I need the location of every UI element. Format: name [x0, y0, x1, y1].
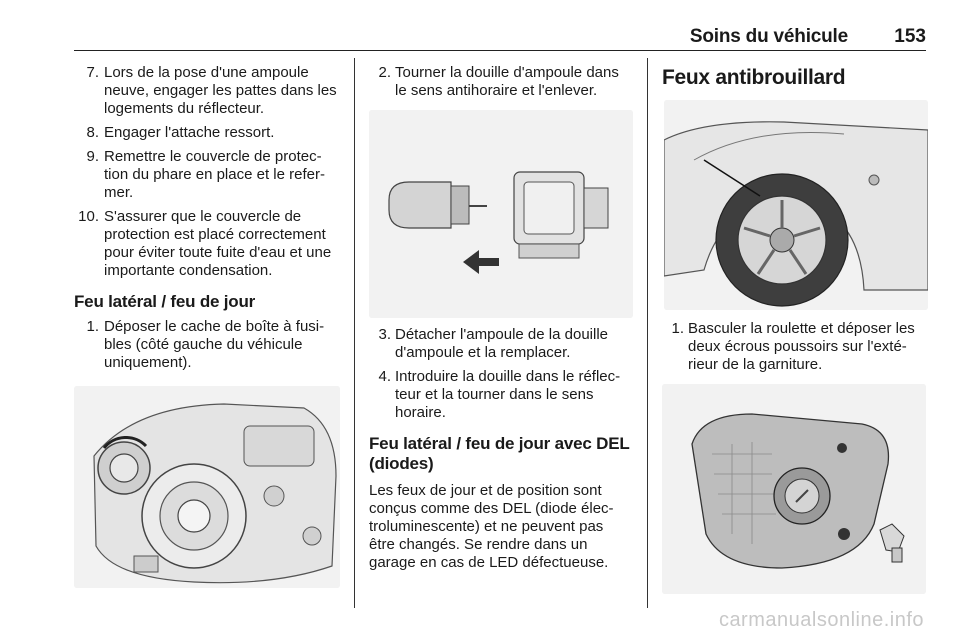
list-item: 8. Engager l'attache ressort.	[86, 124, 275, 141]
steps-list	[662, 320, 926, 374]
bulb-socket-illustration	[369, 110, 633, 318]
section-heading: Feu latéral / feu de jour	[74, 292, 256, 311]
column-divider	[647, 58, 648, 608]
list-item: 1. Basculer la roulette et déposer les deux écrous poussoirs sur l'exté‐rieur de la garniture.	[671, 320, 915, 373]
list-item: 1. Déposer le cache de boîte à fusi‐bles (côté gauche du véhicule uniquement).	[86, 318, 325, 371]
paragraph: Les feux de jour et de position sont conçus comme des DEL (diode élec‐troluminescente) et ne peuvent pas être changés. Se rendre dans un garage en cas de LED défectueuse.	[369, 482, 614, 571]
section-heading: Feux antibrouillard	[662, 66, 846, 89]
column-2	[369, 64, 633, 580]
chapter-title: Soins du véhicule	[689, 26, 848, 47]
watermark: carmanualsonline.info	[718, 609, 924, 631]
page-number: 153	[894, 26, 926, 47]
car-wheel-illustration	[664, 100, 928, 310]
column-1	[74, 64, 342, 588]
steps-list	[369, 326, 633, 422]
section-heading: Feu latéral / feu de jour avec DEL (diodes)	[369, 434, 630, 473]
page-header	[74, 24, 926, 51]
list-item: 3. Détacher l'ampoule de la douille d'ampoule et la remplacer.	[378, 326, 608, 361]
fog-lamp-illustration	[662, 384, 926, 594]
list-item: 9. Remettre le couvercle de protec‐tion du phare en place et le refer‐mer.	[86, 148, 325, 201]
column-3	[662, 64, 926, 594]
list-item: 10. S'assurer que le couvercle de protection est placé correctement pour éviter toute fuite d'eau et une importante condensation.	[78, 208, 332, 279]
steps-list	[74, 64, 342, 280]
steps-list	[74, 318, 342, 372]
column-divider	[354, 58, 355, 608]
list-item: 2. Tourner la douille d'ampoule dans le sens antihoraire et l'enlever.	[378, 64, 619, 99]
list-item: 7. Lors de la pose d'une ampoule neuve, engager les pattes dans les logements du réflecteur.	[86, 64, 337, 117]
steps-list	[369, 64, 633, 100]
headlamp-illustration	[74, 386, 340, 588]
list-item: 4. Introduire la douille dans le réflec‐teur et la tourner dans le sens horaire.	[378, 368, 621, 421]
